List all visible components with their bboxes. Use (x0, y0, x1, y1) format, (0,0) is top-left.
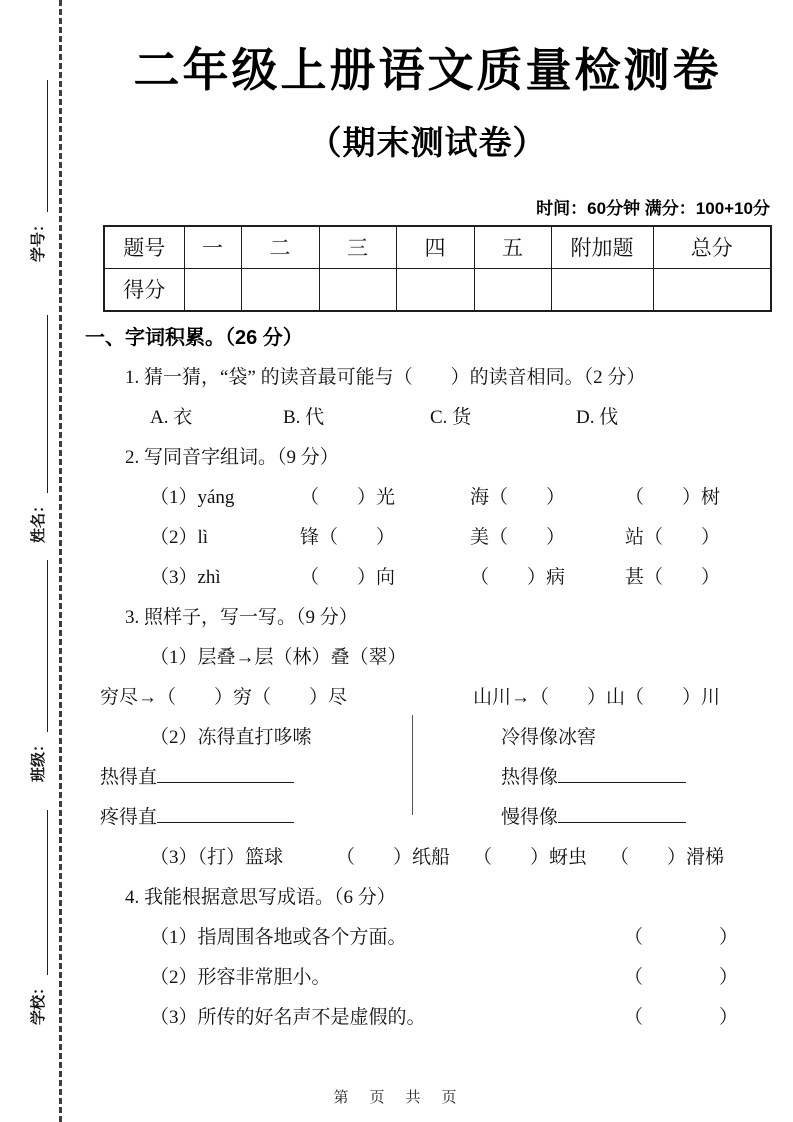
sidebar-field-school (24, 810, 48, 1025)
score-cell (551, 268, 653, 311)
question-2-row-li (85, 516, 770, 556)
compare-left (100, 802, 501, 829)
header-cell-bonus: 附加题 (551, 226, 653, 269)
option-c: C. 货 (430, 407, 472, 429)
fill-item: 甚（ ） (625, 567, 721, 589)
verb-item: （ ）纸船 (336, 847, 451, 869)
compare-left-text: 疼得直 (100, 807, 158, 829)
option-b: B. 代 (283, 407, 325, 429)
header-cell-part2: 二 (241, 226, 319, 269)
clue-text: （1）指周围各地或各个方面。 (150, 927, 407, 949)
pinyin-zhi: （3）zhì (150, 567, 221, 589)
exam-info: 时间：60分钟 满分：100+10分 (536, 198, 770, 218)
class-label: 班级： (30, 736, 47, 782)
question-body (85, 316, 770, 1036)
header-cell-part5: 五 (474, 226, 551, 269)
answer-parentheses: （ ） (623, 927, 738, 949)
question-3-compare-row-2 (85, 796, 770, 836)
question-1-options (85, 396, 770, 436)
score-cell (319, 268, 396, 311)
student-id-blank-line (33, 80, 48, 212)
score-table-header-row (104, 226, 771, 269)
clue-text: （2）形容非常胆小。 (150, 967, 331, 989)
answer-parentheses: （ ） (623, 967, 738, 989)
question-2-row-zhi (85, 556, 770, 596)
score-cell (474, 268, 551, 311)
clue-text: （3）所传的好名声不是虚假的。 (150, 1007, 426, 1029)
question-3-example: （1）层叠→层（林）叠（翠） (150, 647, 407, 669)
student-id-label: 学号： (30, 216, 47, 262)
page-subtitle: （期末测试卷） (308, 123, 547, 161)
answer-blank-line (157, 806, 294, 823)
sidebar-field-name (24, 315, 48, 543)
answer-blank-line (157, 766, 294, 783)
question-4-item-3 (85, 996, 770, 1036)
score-cell (396, 268, 474, 311)
question-3-compare-row-1 (85, 756, 770, 796)
question-3-verb-line (85, 836, 770, 876)
name-blank-line (33, 315, 48, 493)
verb-item: （3）（打）篮球 (150, 847, 284, 869)
question-1-text: 1. 猜一猜，“袋” 的读音最可能与（ ）的读音相同。（2 分） (125, 367, 646, 389)
column-divider-line (412, 715, 413, 815)
fill-item: （ ）树 (625, 487, 721, 509)
verb-item: （ ）滑梯 (610, 847, 725, 869)
header-cell-part1: 一 (184, 226, 241, 269)
class-blank-line (33, 560, 48, 732)
question-3-pair-line (85, 676, 770, 716)
school-blank-line (33, 810, 48, 975)
header-cell-total: 总分 (653, 226, 771, 269)
question-3-compare-head (85, 716, 770, 756)
question-2-text: 2. 写同音字组词。（9 分） (125, 447, 339, 469)
option-a: A. 衣 (150, 407, 193, 429)
pinyin-yang: （1）yáng (150, 487, 235, 509)
fill-item: （ ）光 (300, 487, 396, 509)
fill-item: 美（ ） (470, 527, 566, 549)
compare-right-text: 热得像 (501, 767, 559, 789)
score-cell (653, 268, 771, 311)
fill-item: 海（ ） (470, 487, 566, 509)
fill-item: 站（ ） (625, 527, 721, 549)
main-content (85, 0, 770, 1036)
header-cell-question-number: 题号 (104, 226, 184, 269)
question-4-item-1 (85, 916, 770, 956)
verb-item: （ ）蚜虫 (473, 847, 588, 869)
score-table-score-row (104, 268, 771, 311)
compare-head-right: 冷得像冰窖 (501, 727, 597, 749)
header-cell-part3: 三 (319, 226, 396, 269)
pair-left: 穷尽→（ ）穷（ ）尽 (100, 687, 348, 709)
option-d: D. 伐 (576, 407, 619, 429)
compare-head-left: （2）冻得直打哆嗦 (150, 727, 312, 749)
answer-parentheses: （ ） (623, 1007, 738, 1029)
answer-blank-line (558, 806, 686, 823)
score-cell (241, 268, 319, 311)
sidebar-field-student-id (24, 80, 48, 262)
sidebar-field-class (24, 560, 48, 782)
compare-right-text: 慢得像 (501, 807, 559, 829)
binding-dashed-line (59, 0, 62, 1122)
header-cell-part4: 四 (396, 226, 474, 269)
school-label: 学校： (30, 979, 47, 1025)
compare-left-text: 热得直 (100, 767, 158, 789)
section-1-heading: 一、字词积累。（26 分） (85, 327, 303, 350)
compare-right (501, 762, 686, 789)
score-cell (184, 268, 241, 311)
name-label: 姓名： (30, 497, 47, 543)
question-2-row-yang (85, 476, 770, 516)
fill-item: （ ）病 (470, 567, 566, 589)
compare-left (100, 762, 501, 789)
score-row-label: 得分 (104, 268, 184, 311)
pair-right: 山川→（ ）山（ ）川 (473, 687, 721, 709)
fill-item: 锋（ ） (300, 527, 396, 549)
fill-item: （ ）向 (300, 567, 396, 589)
question-4-item-2 (85, 956, 770, 996)
question-3-text: 3. 照样子，写一写。（9 分） (125, 607, 358, 629)
page-title: 二年级上册语文质量检测卷 (133, 44, 722, 96)
question-4-text: 4. 我能根据意思写成语。（6 分） (125, 887, 396, 909)
page-footer: 第 页 共 页 (333, 1090, 460, 1106)
score-table (103, 225, 772, 312)
compare-right (501, 802, 686, 829)
answer-blank-line (558, 766, 686, 783)
pinyin-li: （2）lì (150, 527, 209, 549)
